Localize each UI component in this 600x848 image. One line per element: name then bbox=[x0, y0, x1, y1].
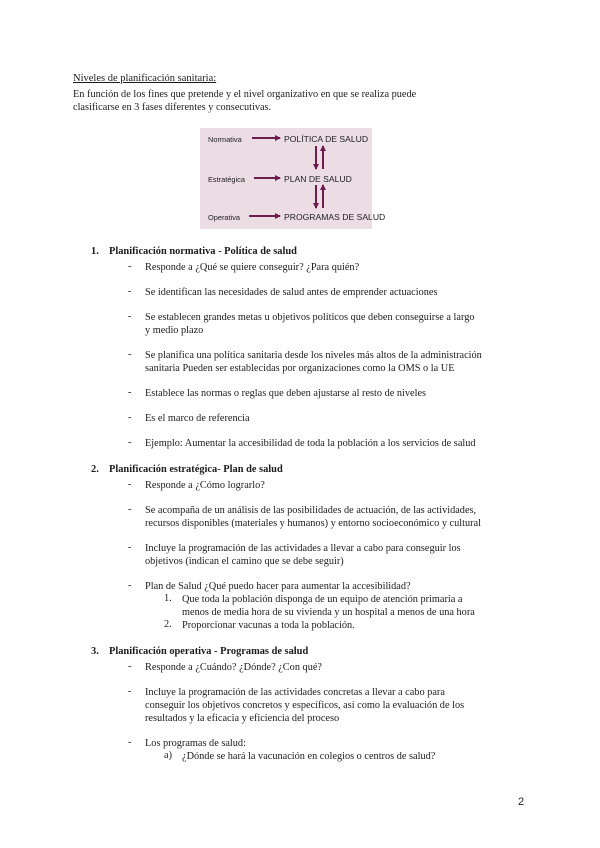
section-number: 1. bbox=[91, 246, 99, 257]
bullet-text: Es el marco de referencia bbox=[145, 413, 250, 424]
bullet-marker: - bbox=[128, 479, 132, 490]
bullet-marker: - bbox=[128, 286, 132, 297]
bullet-text-cont: y medio plazo bbox=[145, 325, 204, 336]
section-title-estrategica: Planificación estratégica- Plan de salud bbox=[109, 464, 283, 475]
diagram-label-normativa: Normativa bbox=[208, 135, 242, 144]
bullet-marker: - bbox=[128, 349, 132, 360]
section-number: 3. bbox=[91, 646, 99, 657]
bullet-marker: - bbox=[128, 661, 132, 672]
bullet-text-cont: conseguir los objetivos concretos y específicos, así como la evaluación de los bbox=[145, 700, 465, 711]
bullet-marker: - bbox=[128, 686, 132, 697]
diagram-label-estrategica: Estratégica bbox=[208, 175, 245, 184]
bullet-text: Establece las normas o reglas que deben ajustarse al resto de niveles bbox=[145, 388, 427, 399]
bullet-text: Responde a ¿Qué se quiere conseguir? ¿Para quién? bbox=[145, 262, 360, 273]
bullet-text: Ejemplo: Aumentar la accesibilidad de toda la población a los servicios de salud bbox=[145, 438, 476, 449]
bullet-text: Plan de Salud ¿Qué puedo hacer para aumentar la accesibilidad? bbox=[145, 581, 411, 592]
bullet-marker: - bbox=[128, 504, 132, 515]
bullet-text: Se planifica una política sanitaria desde los niveles más altos de la administración bbox=[145, 350, 482, 361]
diagram-target-politica: POLÍTICA DE SALUD bbox=[284, 134, 369, 144]
bullet-marker: - bbox=[128, 311, 132, 322]
section-title-operativa: Planificación operativa - Programas de salud bbox=[109, 646, 309, 657]
bullet-text: Responde a ¿Cómo lograrlo? bbox=[145, 480, 265, 491]
subitem-text-cont: menos de media hora de su vivienda y un hospital a menos de una hora bbox=[182, 607, 475, 618]
bullet-marker: - bbox=[128, 542, 132, 553]
subitem-marker: 1. bbox=[164, 593, 172, 604]
bullet-text-cont: sanitaria Pueden ser establecidas por organizaciones como la OMS o la UE bbox=[145, 363, 455, 374]
diagram-target-programas: PROGRAMAS DE SALUD bbox=[284, 212, 386, 222]
diagram-arrows bbox=[200, 128, 372, 229]
bullet-text: Se acompaña de un análisis de las posibilidades de actuación, de las actividades, bbox=[145, 505, 477, 516]
subitem-text: Que toda la población disponga de un equipo de atención primaria a bbox=[182, 594, 463, 605]
subitem-text: Proporcionar vacunas a toda la población. bbox=[182, 620, 355, 631]
section-title-normativa: Planificación normativa - Política de salud bbox=[109, 246, 297, 257]
bullet-marker: - bbox=[128, 737, 132, 748]
bullet-text: Incluye la programación de las actividades concretas a llevar a cabo para bbox=[145, 687, 445, 698]
bullet-marker: - bbox=[128, 261, 132, 272]
subitem-marker: 2. bbox=[164, 619, 172, 630]
bullet-marker: - bbox=[128, 437, 132, 448]
subitem-marker: a) bbox=[164, 750, 172, 761]
intro-line-1: En función de los fines que pretende y el nivel organizativo en que se realiza puede bbox=[73, 89, 417, 100]
bullet-text: Se identifican las necesidades de salud antes de emprender actuaciones bbox=[145, 287, 438, 298]
bullet-marker: - bbox=[128, 580, 132, 591]
bullet-text: Los programas de salud: bbox=[145, 738, 246, 749]
diagram-target-plan: PLAN DE SALUD bbox=[284, 174, 352, 184]
planning-levels-diagram bbox=[200, 128, 386, 229]
bullet-text-cont: resultados y la eficacia y eficiencia del proceso bbox=[145, 713, 340, 724]
intro-line-2: clasificarse en 3 fases diferentes y consecutivas. bbox=[73, 102, 272, 113]
section-number: 2. bbox=[91, 464, 99, 475]
bullet-text-cont: recursos disponibles (materiales y humanos) y entorno socioeconómico y cultural bbox=[145, 518, 481, 529]
page-number: 2 bbox=[518, 796, 525, 808]
bullet-marker: - bbox=[128, 412, 132, 423]
subitem-text: ¿Dónde se hará la vacunación en colegios o centros de salud? bbox=[182, 751, 436, 762]
bullet-text-cont: objetivos (indican el camino que se debe seguir) bbox=[145, 556, 344, 567]
section-heading: Niveles de planificación sanitaria: bbox=[73, 73, 217, 84]
bullet-marker: - bbox=[128, 387, 132, 398]
diagram-label-operativa: Operativa bbox=[208, 213, 241, 222]
bullet-text: Responde a ¿Cuándo? ¿Dónde? ¿Con qué? bbox=[145, 662, 322, 673]
bullet-text: Incluye la programación de las actividades a llevar a cabo para conseguir los bbox=[145, 543, 461, 554]
bullet-text: Se establecen grandes metas u objetivos políticos que deben conseguirse a largo bbox=[145, 312, 475, 323]
